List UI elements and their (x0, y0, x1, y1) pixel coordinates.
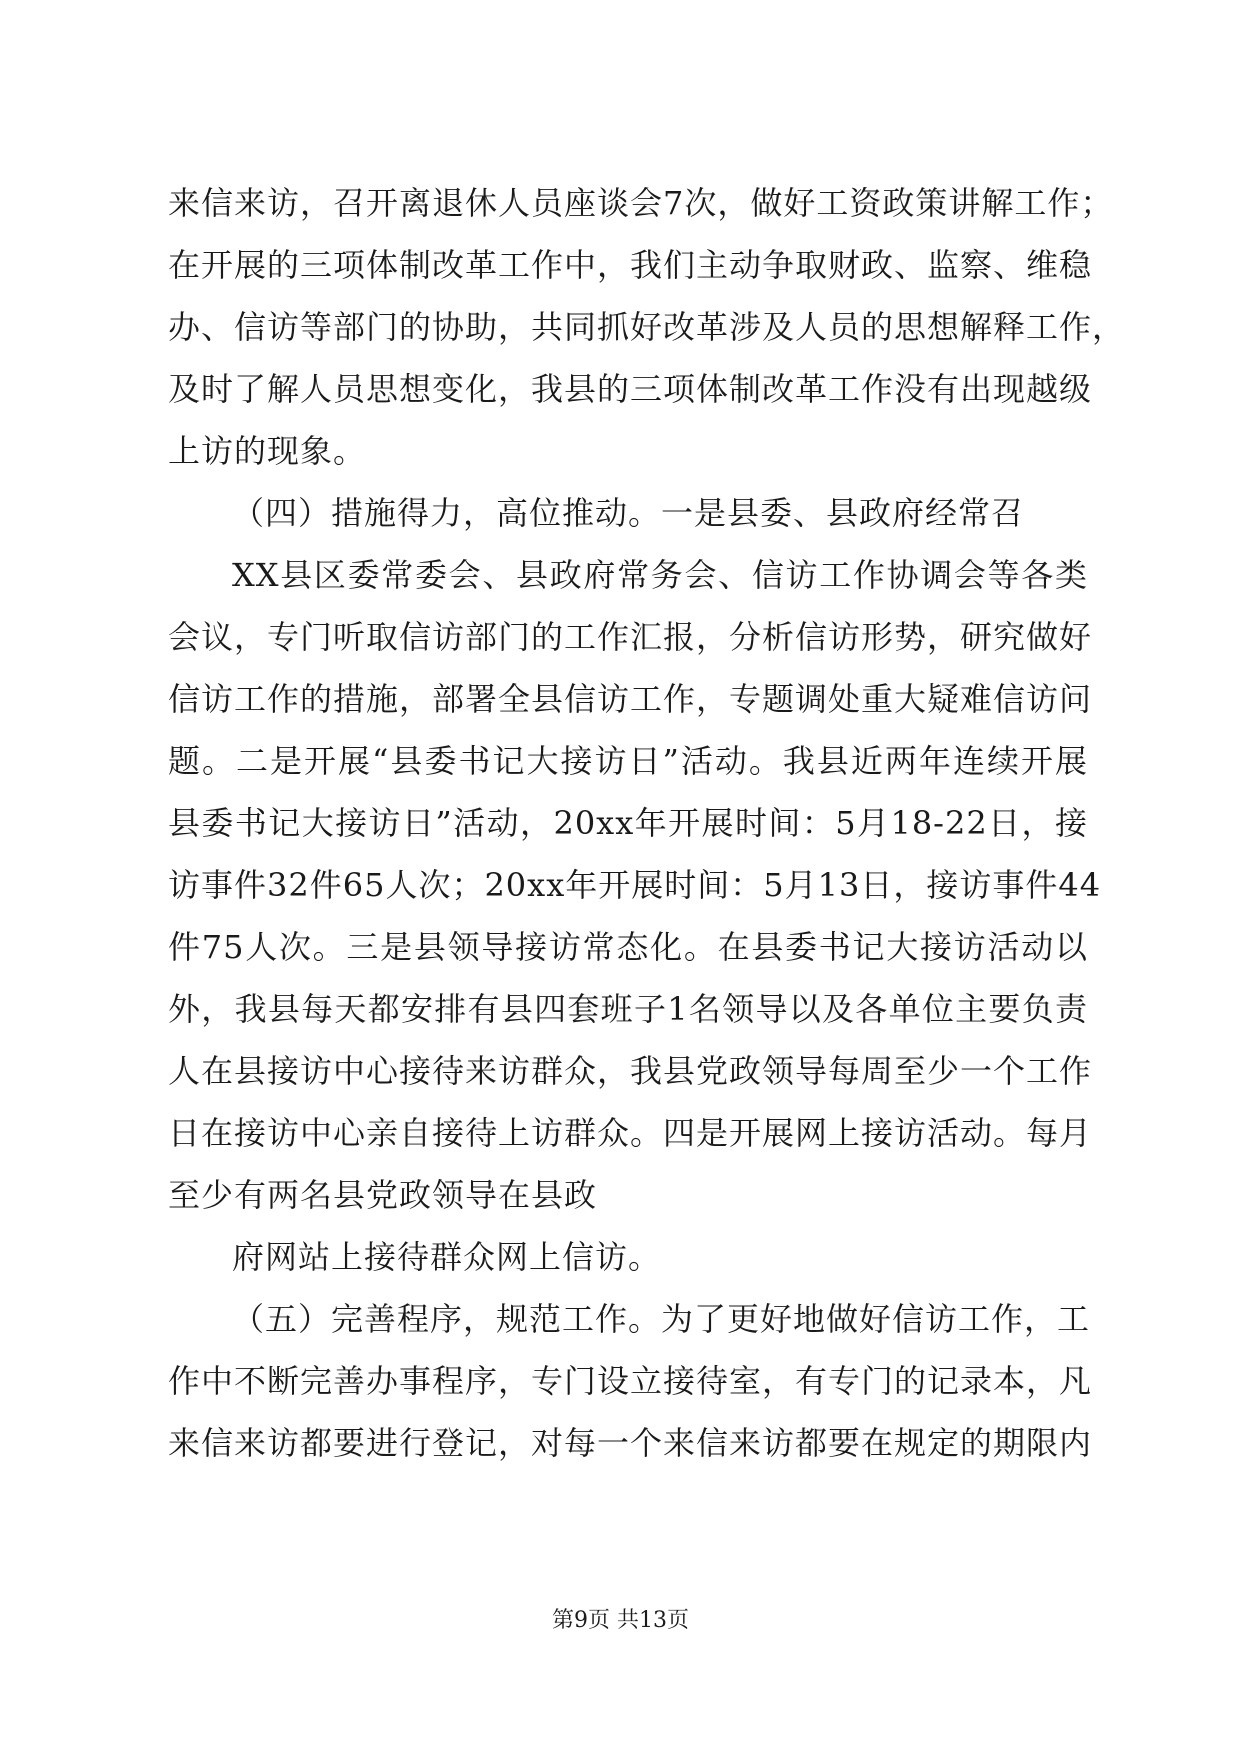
paragraph-line-8: 会议，专门听取信访部门的工作汇报，分析信访形势，研究做好 (168, 618, 1093, 656)
paragraph-line-12: 访事件32件65人次；20xx年开展时间：5月13日，接访事件44 (168, 866, 1102, 904)
paragraph-line-16: 日在接访中心亲自接待上访群众。四是开展网上接访活动。每月 (168, 1114, 1093, 1152)
paragraph-line-7: XX县区委常委会、县政府常务会、信访工作协调会等各类 (232, 556, 1088, 594)
paragraph-line-2: 在开展的三项体制改革工作中，我们主动争取财政、监察、维稳 (168, 246, 1093, 284)
section-four-heading-line: （四）措施得力，高位推动。一是县委、县政府经常召 (232, 494, 1025, 532)
paragraph-line-14: 外，我县每天都安排有县四套班子1名领导以及各单位主要负责 (168, 990, 1088, 1028)
paragraph-line-4: 及时了解人员思想变化，我县的三项体制改革工作没有出现越级 (168, 370, 1093, 408)
section-five-heading-line: （五）完善程序，规范工作。为了更好地做好信访工作，工 (232, 1300, 1091, 1338)
paragraph-line-9: 信访工作的措施，部署全县信访工作，专题调处重大疑难信访问 (168, 680, 1093, 718)
page-number-footer: 第9页 共13页 (552, 1608, 689, 1633)
paragraph-line-1: 来信来访，召开离退休人员座谈会7次，做好工资政策讲解工作； (168, 184, 1114, 222)
paragraph-line-21: 来信来访都要进行登记，对每一个来信来访都要在规定的期限内 (168, 1424, 1093, 1462)
paragraph-line-15: 人在县接访中心接待来访群众，我县党政领导每周至少一个工作 (168, 1052, 1093, 1090)
paragraph-line-10: 题。二是开展“县委书记大接访日”活动。我县近两年连续开展 (168, 742, 1088, 780)
body-text (168, 172, 1126, 1474)
paragraph-line-13: 件75人次。三是县领导接访常态化。在县委书记大接访活动以 (168, 928, 1088, 966)
paragraph-line-11: 县委书记大接访日”活动，20xx年开展时间：5月18-22日，接 (168, 804, 1088, 842)
paragraph-line-17: 至少有两名县党政领导在县政 (168, 1176, 598, 1214)
paragraph-line-20: 作中不断完善办事程序，专门设立接待室，有专门的记录本，凡 (168, 1362, 1093, 1400)
paragraph-line-18: 府网站上接待群众网上信访。 (232, 1238, 662, 1276)
paragraph-line-3: 办、信访等部门的协助，共同抓好改革涉及人员的思想解释工作， (168, 308, 1126, 346)
paragraph-line-5: 上访的现象。 (168, 432, 367, 470)
